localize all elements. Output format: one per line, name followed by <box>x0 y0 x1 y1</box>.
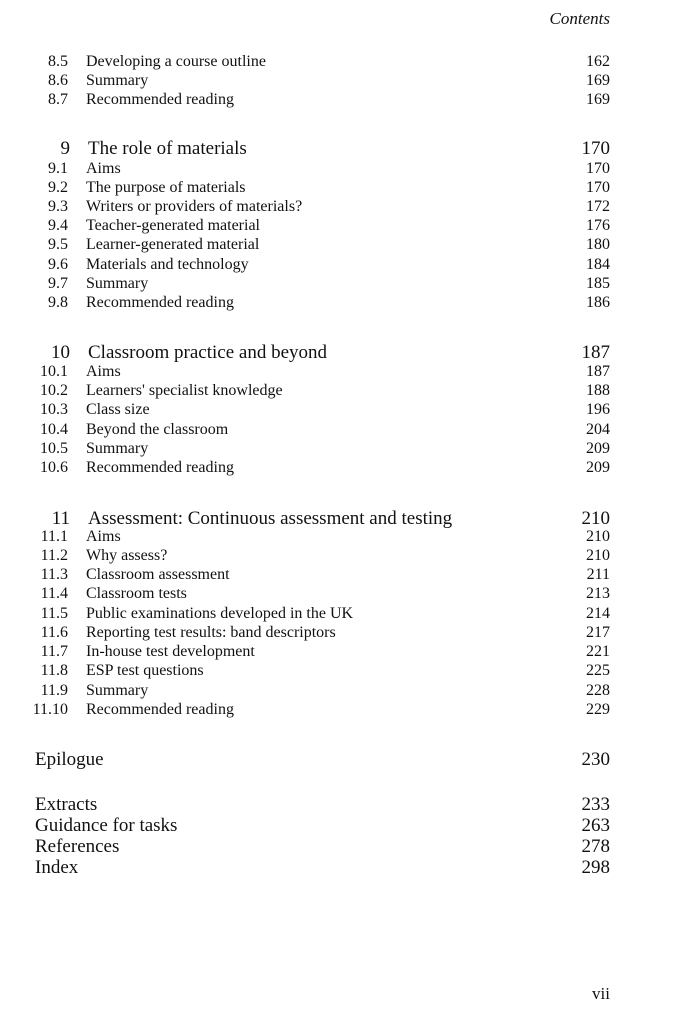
toc-entry-page: 196 <box>586 401 610 418</box>
toc-entry-page: 233 <box>581 794 610 815</box>
toc-section-entry <box>0 178 676 198</box>
toc-entry-number: 9.8 <box>48 294 68 311</box>
toc-entry-number: 10.2 <box>40 382 68 399</box>
toc-entry-page: 298 <box>581 857 610 878</box>
toc-entry-number: 11.6 <box>40 624 68 641</box>
toc-entry-title: Recommended reading <box>86 701 234 718</box>
toc-section-entry <box>0 255 676 275</box>
toc-entry-page: 230 <box>581 749 610 770</box>
toc-entry-page: 169 <box>586 72 610 89</box>
toc-entry-page: 170 <box>586 179 610 196</box>
toc-entry-title: Aims <box>86 528 121 545</box>
toc-entry-page: 187 <box>586 363 610 380</box>
toc-top-entry <box>0 748 676 772</box>
toc-entry-number: 11.1 <box>40 528 68 545</box>
toc-entry-number: 11.10 <box>32 701 68 718</box>
toc-entry-title: The role of materials <box>88 138 247 159</box>
toc-entry-page: 210 <box>586 528 610 545</box>
toc-entry-title: Learners' specialist knowledge <box>86 382 283 399</box>
toc-entry-title: Aims <box>86 363 121 380</box>
toc-entry-title: Summary <box>86 682 149 699</box>
toc-section-entry <box>0 400 676 420</box>
toc-section-entry <box>0 90 676 110</box>
toc-entry-page: 188 <box>586 382 610 399</box>
toc-entry-number: 11.2 <box>40 547 68 564</box>
toc-entry-number: 9.3 <box>48 198 68 215</box>
toc-entry-title: Materials and technology <box>86 256 249 273</box>
toc-entry-title: Extracts <box>35 794 98 815</box>
toc-section-entry <box>0 681 676 701</box>
toc-entry-number: 9.6 <box>48 256 68 273</box>
toc-entry-number: 9.5 <box>48 236 68 253</box>
toc-section-entry <box>0 604 676 624</box>
toc-entry-title: Recommended reading <box>86 91 234 108</box>
toc-entry-title: Writers or providers of materials? <box>86 198 303 215</box>
toc-section-entry <box>0 52 676 72</box>
toc-entry-title: Classroom practice and beyond <box>88 342 328 363</box>
toc-entry-page: 278 <box>581 836 610 857</box>
toc-section-entry <box>0 623 676 643</box>
toc-entry-number: 9 <box>60 138 70 159</box>
toc-section-entry <box>0 197 676 217</box>
toc-entry-title: Teacher-generated material <box>86 217 260 234</box>
toc-section-entry <box>0 216 676 236</box>
toc-entry-number: 8.5 <box>48 53 68 70</box>
toc-entry-page: 210 <box>586 547 610 564</box>
toc-section-entry <box>0 420 676 440</box>
toc-entry-title: Learner-generated material <box>86 236 260 253</box>
toc-entry-page: 229 <box>586 701 610 718</box>
toc-entry-number: 9.2 <box>48 179 68 196</box>
toc-section-entry <box>0 159 676 179</box>
toc-entry-title: Recommended reading <box>86 459 234 476</box>
toc-entry-title: Developing a course outline <box>86 53 266 70</box>
toc-section-entry <box>0 700 676 720</box>
toc-entry-page: 209 <box>586 459 610 476</box>
toc-entry-number: 8.6 <box>48 72 68 89</box>
toc-entry-page: 186 <box>586 294 610 311</box>
toc-entry-title: References <box>35 836 120 857</box>
folio-page-number: vii <box>592 984 610 1003</box>
toc-section-entry <box>0 362 676 382</box>
toc-entry-title: The purpose of materials <box>86 179 246 196</box>
toc-entry-title: Summary <box>86 72 149 89</box>
toc-entry-number: 11.4 <box>40 585 68 602</box>
toc-entry-title: Classroom assessment <box>86 566 230 583</box>
toc-section-entry <box>0 565 676 585</box>
toc-entry-title: Index <box>35 857 79 878</box>
toc-top-entry <box>0 856 676 880</box>
toc-section-entry <box>0 546 676 566</box>
toc-entry-page: 170 <box>581 138 610 159</box>
toc-entry-title: Public examinations developed in the UK <box>86 605 354 622</box>
toc-entry-number: 10.6 <box>40 459 68 476</box>
toc-entry-title: Recommended reading <box>86 294 234 311</box>
toc-entry-page: 214 <box>586 605 610 622</box>
toc-section-entry <box>0 527 676 547</box>
toc-entry-title: Summary <box>86 440 149 457</box>
toc-entry-page: 204 <box>586 421 610 438</box>
toc-entry-title: Guidance for tasks <box>35 815 178 836</box>
toc-entry-number: 11.9 <box>40 682 68 699</box>
toc-entry-title: Epilogue <box>35 749 104 770</box>
toc-section-entry <box>0 584 676 604</box>
toc-entry-page: 185 <box>586 275 610 292</box>
toc-entry-title: Reporting test results: band descriptors <box>86 624 336 641</box>
toc-entry-page: 180 <box>586 236 610 253</box>
toc-section-entry <box>0 661 676 681</box>
toc-entry-number: 11.8 <box>40 662 68 679</box>
toc-entry-page: 209 <box>586 440 610 457</box>
toc-entry-page: 225 <box>586 662 610 679</box>
toc-entry-number: 10.5 <box>40 440 68 457</box>
toc-entry-number: 9.4 <box>48 217 68 234</box>
toc-section-entry <box>0 274 676 294</box>
toc-entry-number: 11.3 <box>40 566 68 583</box>
toc-section-entry <box>0 439 676 459</box>
toc-entry-number: 10.4 <box>40 421 68 438</box>
toc-entry-title: Summary <box>86 275 149 292</box>
toc-entry-page: 221 <box>586 643 610 660</box>
toc-entry-title: Aims <box>86 160 121 177</box>
toc-entry-page: 184 <box>586 256 610 273</box>
toc-section-entry <box>0 458 676 478</box>
toc-entry-page: 172 <box>586 198 610 215</box>
toc-entry-title: Beyond the classroom <box>86 421 229 438</box>
toc-entry-number: 9.7 <box>48 275 68 292</box>
toc-entry-number: 8.7 <box>48 91 68 108</box>
toc-entry-title: ESP test questions <box>86 662 204 679</box>
toc-entry-page: 213 <box>586 585 610 602</box>
toc-entry-page: 217 <box>586 624 610 641</box>
toc-entry-number: 11 <box>51 508 70 529</box>
toc-entry-title: Class size <box>86 401 150 418</box>
toc-entry-page: 162 <box>586 53 610 70</box>
toc-entry-page: 211 <box>586 566 610 583</box>
toc-entry-number: 10.3 <box>40 401 68 418</box>
toc-entry-page: 176 <box>586 217 610 234</box>
toc-entry-page: 187 <box>581 342 610 363</box>
toc-chapter-entry <box>0 137 676 161</box>
toc-entry-title: Assessment: Continuous assessment and testing <box>88 508 453 529</box>
toc-entry-number: 10.1 <box>40 363 68 380</box>
toc-section-entry <box>0 293 676 313</box>
toc-section-entry <box>0 642 676 662</box>
running-head: Contents <box>549 9 610 28</box>
toc-entry-page: 210 <box>581 508 610 529</box>
toc-entry-page: 169 <box>586 91 610 108</box>
toc-entry-title: Why assess? <box>86 547 168 564</box>
toc-entry-number: 10 <box>51 342 70 363</box>
toc-entry-page: 263 <box>581 815 610 836</box>
toc-section-entry <box>0 235 676 255</box>
toc-entry-title: Classroom tests <box>86 585 187 602</box>
toc-entry-page: 228 <box>586 682 610 699</box>
toc-entry-number: 11.7 <box>40 643 68 660</box>
toc-section-entry <box>0 71 676 91</box>
toc-section-entry <box>0 381 676 401</box>
toc-entry-title: In-house test development <box>86 643 255 660</box>
toc-entry-page: 170 <box>586 160 610 177</box>
toc-entry-number: 11.5 <box>40 605 68 622</box>
toc-entry-number: 9.1 <box>48 160 68 177</box>
